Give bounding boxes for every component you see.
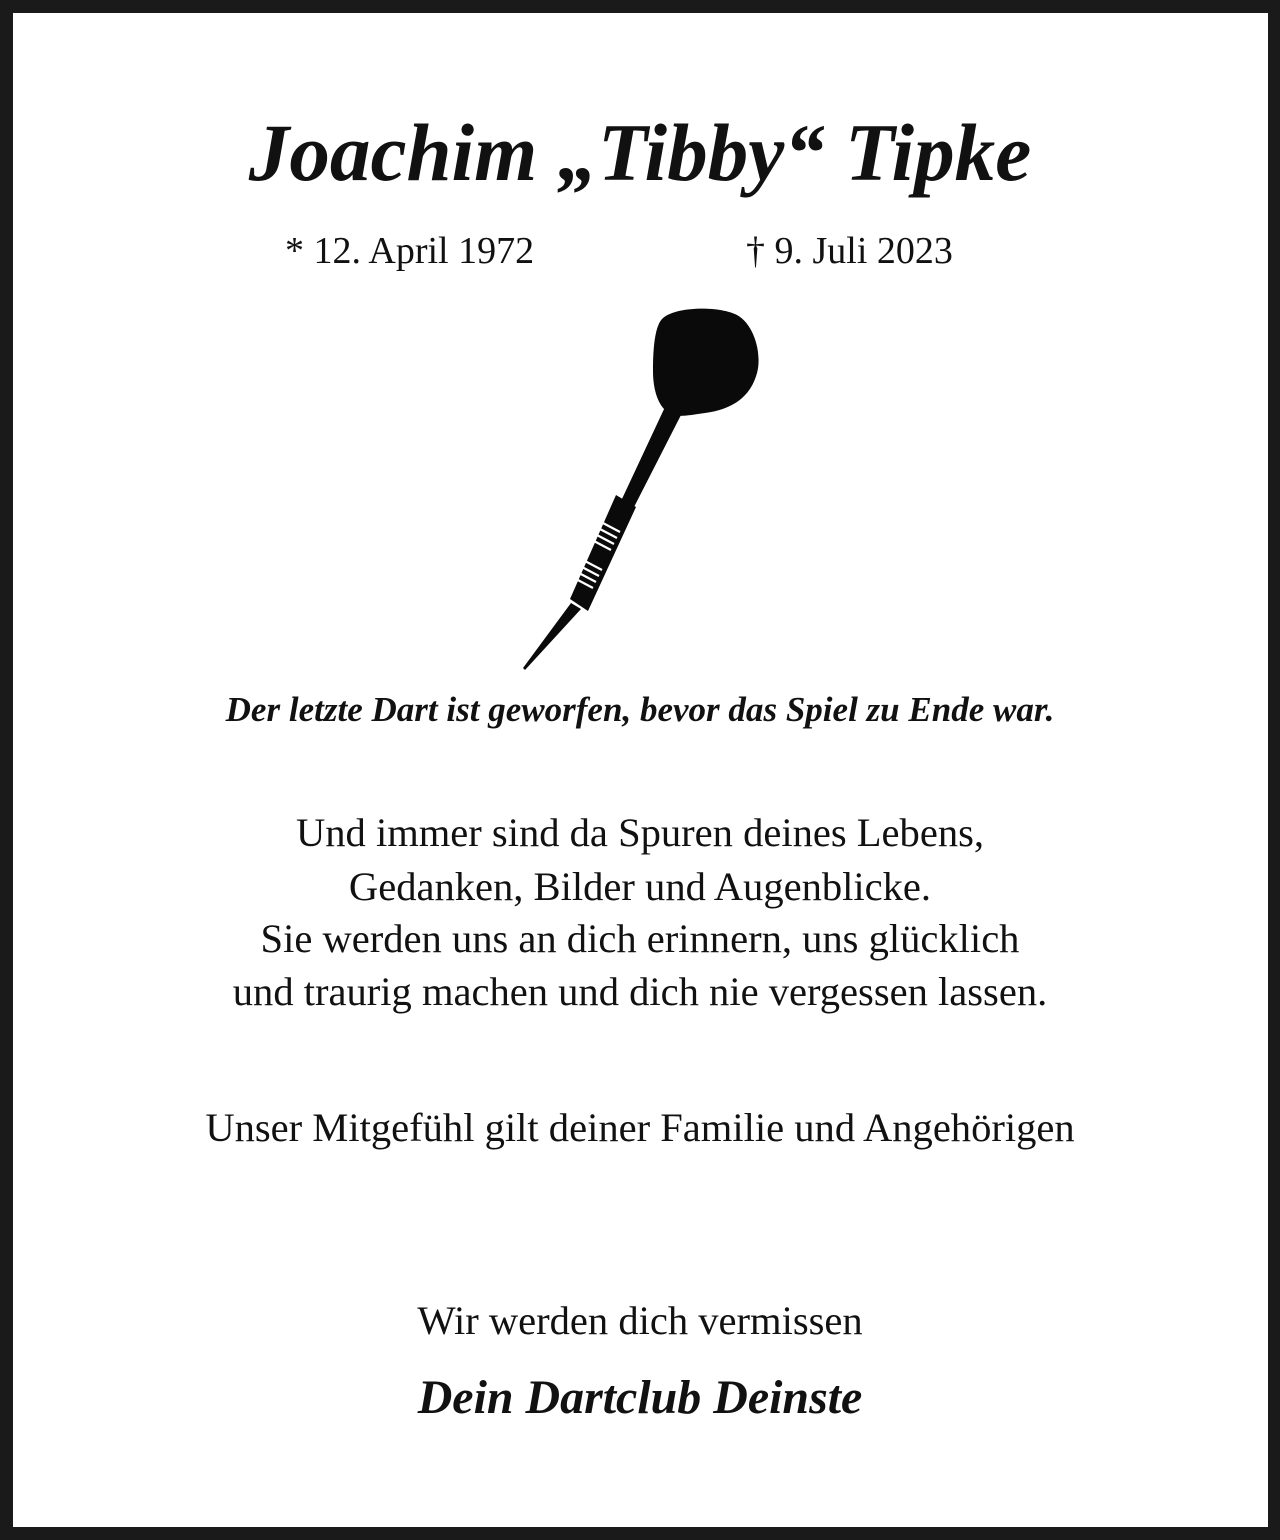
dart-point [523,603,581,670]
dart-shaft [621,407,681,509]
dart-flight [653,309,759,416]
poem-line-4: und traurig machen und dich nie vergessen lassen. [232,969,1048,1014]
sympathy-line: Unser Mitgefühl gilt deiner Familie und Angehörigen [205,1105,1075,1150]
dart-barrel [570,495,636,611]
poem-line-3: Sie werden uns an dich erinnern, uns glücklich [260,916,1020,961]
birth-date: * 12. April 1972 [285,230,535,272]
poem-line-2: Gedanken, Bilder und Augenblicke. [348,864,932,909]
farewell-line: Wir werden dich vermissen [417,1298,863,1343]
poem-line-1: Und immer sind da Spuren deines Lebens, [295,810,985,855]
death-date: † 9. Juli 2023 [746,230,953,272]
signature: Dein Dartclub Deinste [417,1371,863,1424]
memorial-quote: Der letzte Dart ist geworfen, bevor das Spiel zu Ende war. [225,690,1055,729]
dart-icon [515,303,765,673]
deceased-name: Joachim „Tibby“ Tipke [248,108,1032,198]
